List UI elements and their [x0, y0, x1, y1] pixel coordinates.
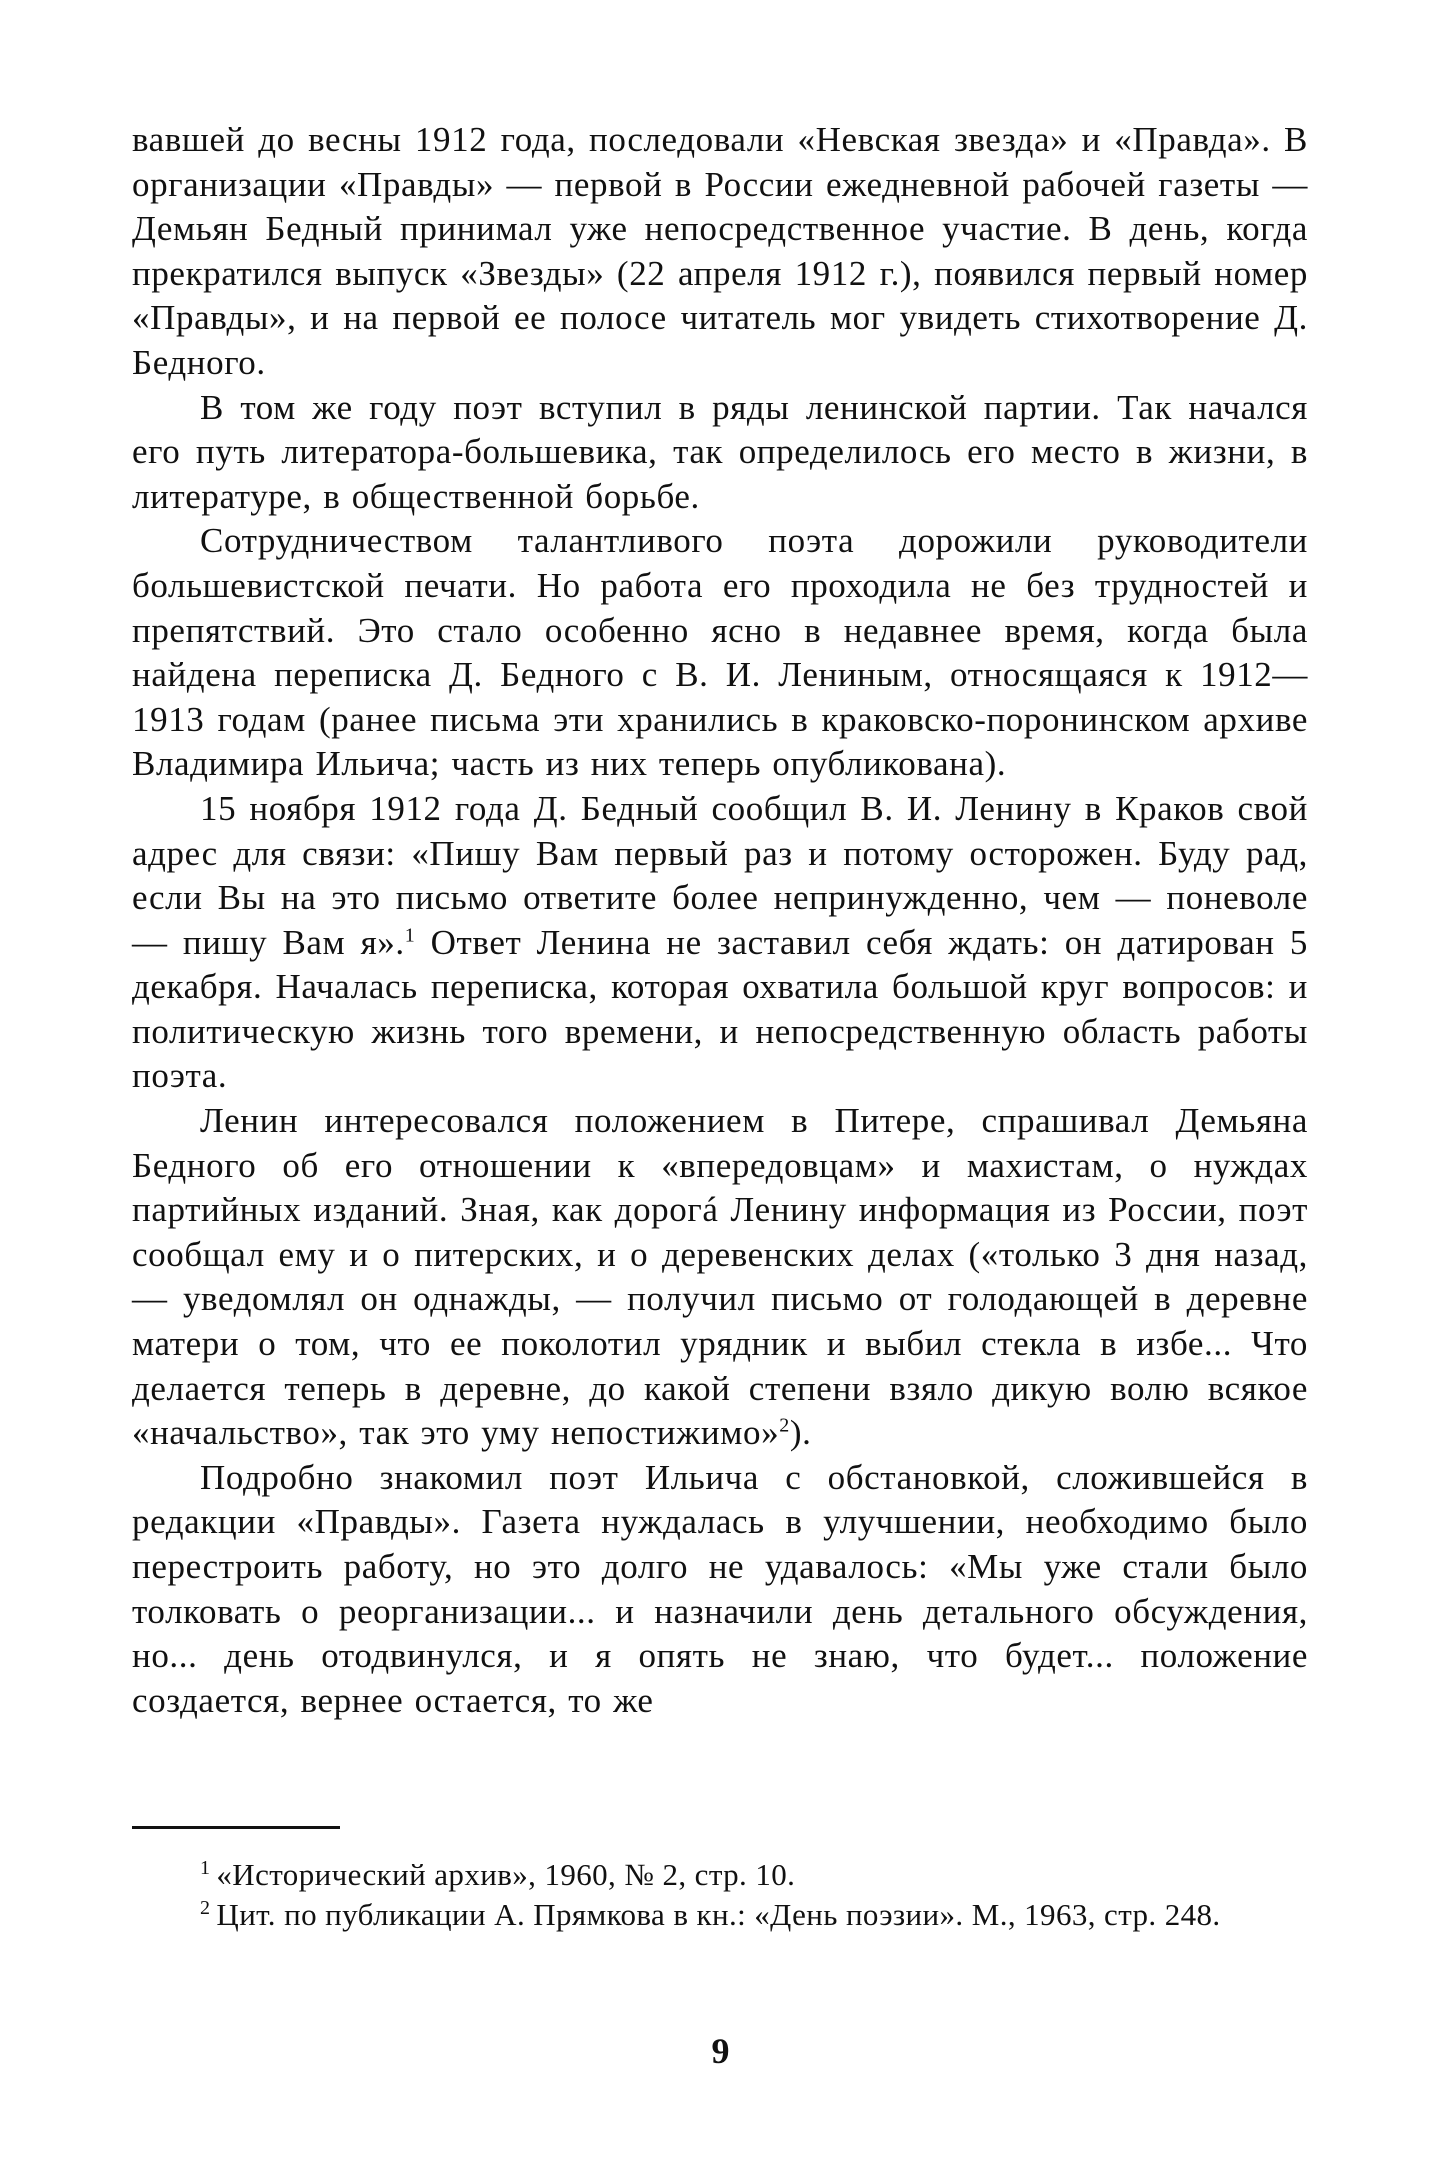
paragraph-5-text-b: ).	[789, 1413, 812, 1453]
paragraph-2: В том же году поэт вступил в ряды ленинской партии. Так начался его путь литератора-большевика, так определилось его место в жизни, в литературе, в общественной борьбе.	[132, 387, 1308, 516]
main-text	[132, 118, 1308, 1723]
footnote-1	[132, 1855, 1308, 1895]
paragraph-4-text-b: Ответ Ленина не заставил себя ждать: он датирован 5 декабря. Началась переписка, которая охватила большой круг вопросов: и политическую жизнь того времени, и непосредственную область работы поэта.	[132, 922, 1308, 1096]
paragraph-5-text-a: Ленин интересовался положением в Питере, спрашивал Демьяна Бедного об его отношении к «впередовцам» и махистам, о нуждах партийных изданий. Зная, как дорогá Ленину информация из России, поэт сообщал ему и о питерских, и о деревенских делах («только 3 дня назад, — уведомлял он однажды, — получил письмо от голодающей в деревне матери о том, что ее поколотил урядник и выбил стекла в избе... Что делается теперь в деревне, до какой степени взяло дикую волю всякое «начальство», так это уму непостижимо»	[132, 1101, 1308, 1453]
paragraph-3: Сотрудничеством талантливого поэта дорожили руководители большевистской печати. Но работа его проходила не без трудностей и препятствий. Это стало особенно ясно в недавнее время, когда была найдена переписка Д. Бедного с В. И. Лениным, относящаяся к 1912—1913 годам (ранее письма эти хранились в краковско-поронинском архиве Владимира Ильича; часть из них теперь опубликована).	[132, 521, 1308, 784]
footnote-2-mark: 2	[200, 1896, 211, 1919]
footnote-ref-2: 2	[779, 1414, 790, 1437]
page-number: 9	[711, 2031, 730, 2071]
footnote-ref-1: 1	[404, 924, 416, 947]
footnote-1-text: «Исторический архив», 1960, № 2, стр. 10.	[216, 1857, 796, 1892]
paragraph-4-text-a: 15 ноября 1912 года Д. Бедный сообщил В. И. Ленину в Краков свой адрес для связи: «Пишу Вам первый раз и потому осторожен. Буду рад, если Вы на это письмо ответите более непринужденно, чем — поневоле — пишу Вам я».	[132, 788, 1308, 962]
footnote-1-mark: 1	[200, 1856, 211, 1879]
paragraph-4	[132, 787, 1308, 1099]
footnote-divider	[132, 1826, 340, 1829]
paragraph-6: Подробно знакомил поэт Ильича с обстановкой, сложившейся в редакции «Правды». Газета нуждалась в улучшении, необходимо было перестроить работу, но это долго не удавалось: «Мы уже стали было толковать о реорганизации... и назначили день детального обсуждения, но... день отодвинулся, и я опять не знаю, что будет... положение создается, вернее остается, то же	[132, 1457, 1308, 1720]
paragraph-1: вавшей до весны 1912 года, последовали «Невская звезда» и «Правда». В организации «Правды» — первой в России ежедневной рабочей газеты — Демьян Бедный принимал уже непосредственное участие. В день, когда прекратился выпуск «Звезды» (22 апреля 1912 г.), появился первый номер «Правды», и на первой ее полосе читатель мог увидеть стихотворение Д. Бедного.	[132, 120, 1308, 382]
footnote-2-text: Цит. по публикации А. Прямкова в кн.: «День поэзии». М., 1963, стр. 248.	[216, 1897, 1221, 1932]
footnotes	[132, 1855, 1308, 1935]
paragraph-5	[132, 1099, 1308, 1456]
footnote-2	[132, 1895, 1308, 1935]
